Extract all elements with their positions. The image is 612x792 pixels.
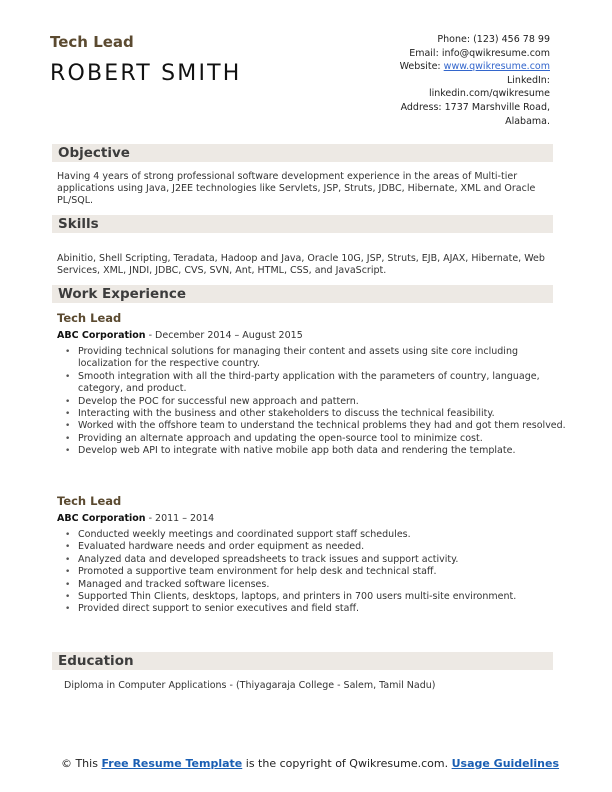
skills-section-bar [52, 215, 553, 233]
list-item: • Providing an alternate approach and updating the open-source tool to minimize cost. [78, 433, 568, 445]
list-item: • Supported Thin Clients, desktops, laptops, and printers in 700 users multi-site environment. [78, 591, 568, 603]
phone-value: (123) 456 78 99 [473, 34, 550, 45]
contact-website [320, 60, 550, 74]
address-line1: 1737 Marshville Road, [444, 101, 550, 113]
skills-text: Abinitio, Shell Scripting, Teradata, Hadoop and Java, Oracle 10G, JSP, Struts, EJB, AJAX, Hibernate, Web Services, XML, JNDI, JDBC, CVS, SVN, Ant, HTML, CSS, and JavaScript. [57, 253, 545, 276]
list-item: • Develop the POC for successful new approach and pattern. [78, 396, 568, 408]
job-1-title: Tech Lead [57, 311, 122, 325]
job-2-title: Tech Lead [57, 494, 122, 508]
job-1-company-line [57, 330, 303, 341]
list-item: • Worked with the offshore team to understand the technical problems they had and got them resolved. [78, 420, 568, 432]
footer-prefix: © This [60, 757, 102, 770]
contact-address-line2: Alabama. [505, 115, 550, 127]
email-label: Email: [409, 47, 439, 59]
objective-heading: Objective [58, 145, 130, 161]
list-item: • Conducted weekly meetings and coordinated support staff schedules. [78, 529, 568, 541]
contact-linkedin-label: LinkedIn: [506, 74, 550, 86]
list-item: • Providing technical solutions for managing their content and assets using site core including localization for the respective country. [78, 346, 568, 371]
contact-address [320, 101, 550, 115]
email-value: info@qwikresume.com [441, 47, 550, 59]
job-1-bullets [57, 346, 568, 458]
list-item: • Interacting with the business and other stakeholders to discuss the technical feasibility. [78, 408, 568, 420]
job-1-company: ABC Corporation [57, 330, 146, 341]
objective-text: Having 4 years of strong professional software development experience in the areas of Multi-tier applications using Java, J2EE technologies like Servlets, JSP, Struts, JDBC, Hibernate, XML and Oracle PL/SQL. [57, 171, 536, 206]
education-text: Diploma in Computer Applications - (Thiyagaraja College - Salem, Tamil Nadu) [64, 680, 436, 691]
experience-heading: Work Experience [58, 286, 186, 302]
list-item: • Analyzed data and developed spreadsheets to track issues and support activity. [78, 554, 568, 566]
job-2-bullets [57, 529, 568, 616]
job-1-dates: - December 2014 – August 2015 [145, 330, 303, 341]
address-label: Address: [400, 101, 442, 113]
footer-copyright [60, 757, 560, 771]
website-link[interactable]: www.qwikresume.com [443, 61, 550, 73]
job-2-company: ABC Corporation [57, 513, 146, 524]
list-item: • Promoted a supportive team environment for help desk and technical staff. [78, 566, 568, 578]
list-item: • Smooth integration with all the third-party application with the parameters of country, language, category, and product. [78, 371, 568, 396]
usage-guidelines-link[interactable]: Usage Guidelines [451, 757, 560, 770]
free-resume-template-link[interactable]: Free Resume Template [101, 757, 243, 770]
phone-label: Phone: [437, 34, 471, 45]
candidate-name: ROBERT SMITH [50, 61, 242, 86]
job-2-dates: - 2011 – 2014 [145, 513, 215, 524]
list-item: • Provided direct support to senior executives and field staff. [78, 603, 568, 615]
contact-block [320, 33, 550, 128]
list-item: • Evaluated hardware needs and order equipment as needed. [78, 541, 568, 553]
list-item: • Managed and tracked software licenses. [78, 579, 568, 591]
contact-phone [320, 33, 550, 47]
contact-email [320, 47, 550, 61]
website-label: Website: [399, 61, 441, 73]
list-item: • Develop web API to integrate with native mobile app both data and rendering the template. [78, 445, 568, 457]
header-job-title: Tech Lead [50, 33, 134, 51]
job-2-company-line [57, 513, 214, 524]
education-heading: Education [58, 653, 134, 669]
footer-middle: is the copyright of Qwikresume.com. [242, 757, 452, 770]
contact-linkedin-value: linkedin.com/qwikresume [428, 88, 550, 100]
skills-heading: Skills [58, 216, 99, 232]
